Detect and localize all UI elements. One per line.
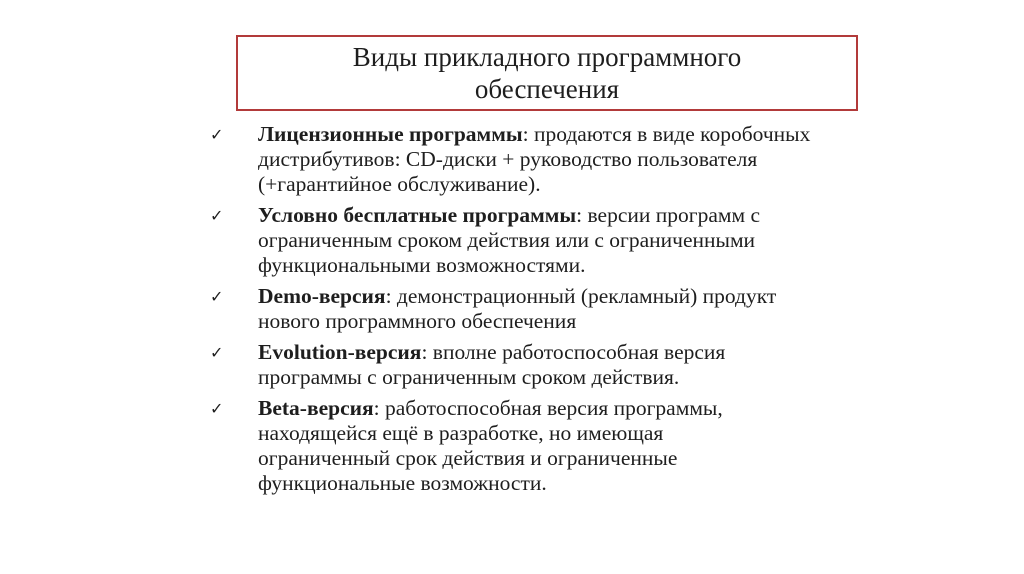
bullet-line: функциональными возможностями. [258, 253, 586, 277]
bullet-term: Demo-версия [258, 284, 386, 308]
bullet-term: Лицензионные программы [258, 122, 523, 146]
checkmark-icon: ✓ [210, 206, 224, 225]
checkmark-icon: ✓ [210, 399, 224, 418]
bullet-line: находящейся ещё в разработке, но имеющая [258, 421, 664, 445]
bullet-item-demo [208, 284, 868, 334]
bullet-line [258, 122, 868, 147]
bullet-line [258, 203, 868, 228]
bullet-line [258, 396, 868, 421]
bullet-term: Beta-версия [258, 396, 374, 420]
bullet-item-shareware [208, 203, 868, 278]
bullet-text: : работоспособная версия программы, [373, 396, 723, 420]
bullet-line: ограниченный срок действия и ограниченные [258, 446, 678, 470]
bullet-line: (+гарантийное обслуживание). [258, 172, 541, 196]
bullet-line: программы с ограниченным сроком действия. [258, 365, 680, 389]
bullet-text: : демонстрационный (рекламный) продукт [385, 284, 777, 308]
bullet-line: ограниченным сроком действия или с ограниченными [258, 228, 756, 252]
bullet-item-evolution [208, 340, 868, 390]
bullet-term: Условно бесплатные программы [258, 203, 577, 227]
bullet-text: : вполне работоспособная версия [421, 340, 726, 364]
slide-title-box [236, 35, 858, 111]
bullet-item-beta [208, 396, 868, 496]
bullet-line [258, 284, 868, 309]
checkmark-icon: ✓ [210, 287, 224, 306]
bullet-list [208, 122, 868, 502]
bullet-line: функциональные возможности. [258, 471, 547, 495]
checkmark-icon: ✓ [210, 125, 224, 144]
slide-title-line-1: Виды прикладного программного [352, 42, 742, 72]
bullet-term: Evolution-версия [258, 340, 422, 364]
bullet-text: : продаются в виде коробочных [522, 122, 811, 146]
checkmark-icon: ✓ [210, 343, 224, 362]
bullet-line [258, 340, 868, 365]
bullet-line: нового программного обеспечения [258, 309, 577, 333]
bullet-line: дистрибутивов: CD-диски + руководство пользователя [258, 147, 758, 171]
bullet-text: : версии программ с [576, 203, 760, 227]
bullet-item-licensed [208, 122, 868, 197]
slide-title-line-2: обеспечения [474, 74, 620, 104]
